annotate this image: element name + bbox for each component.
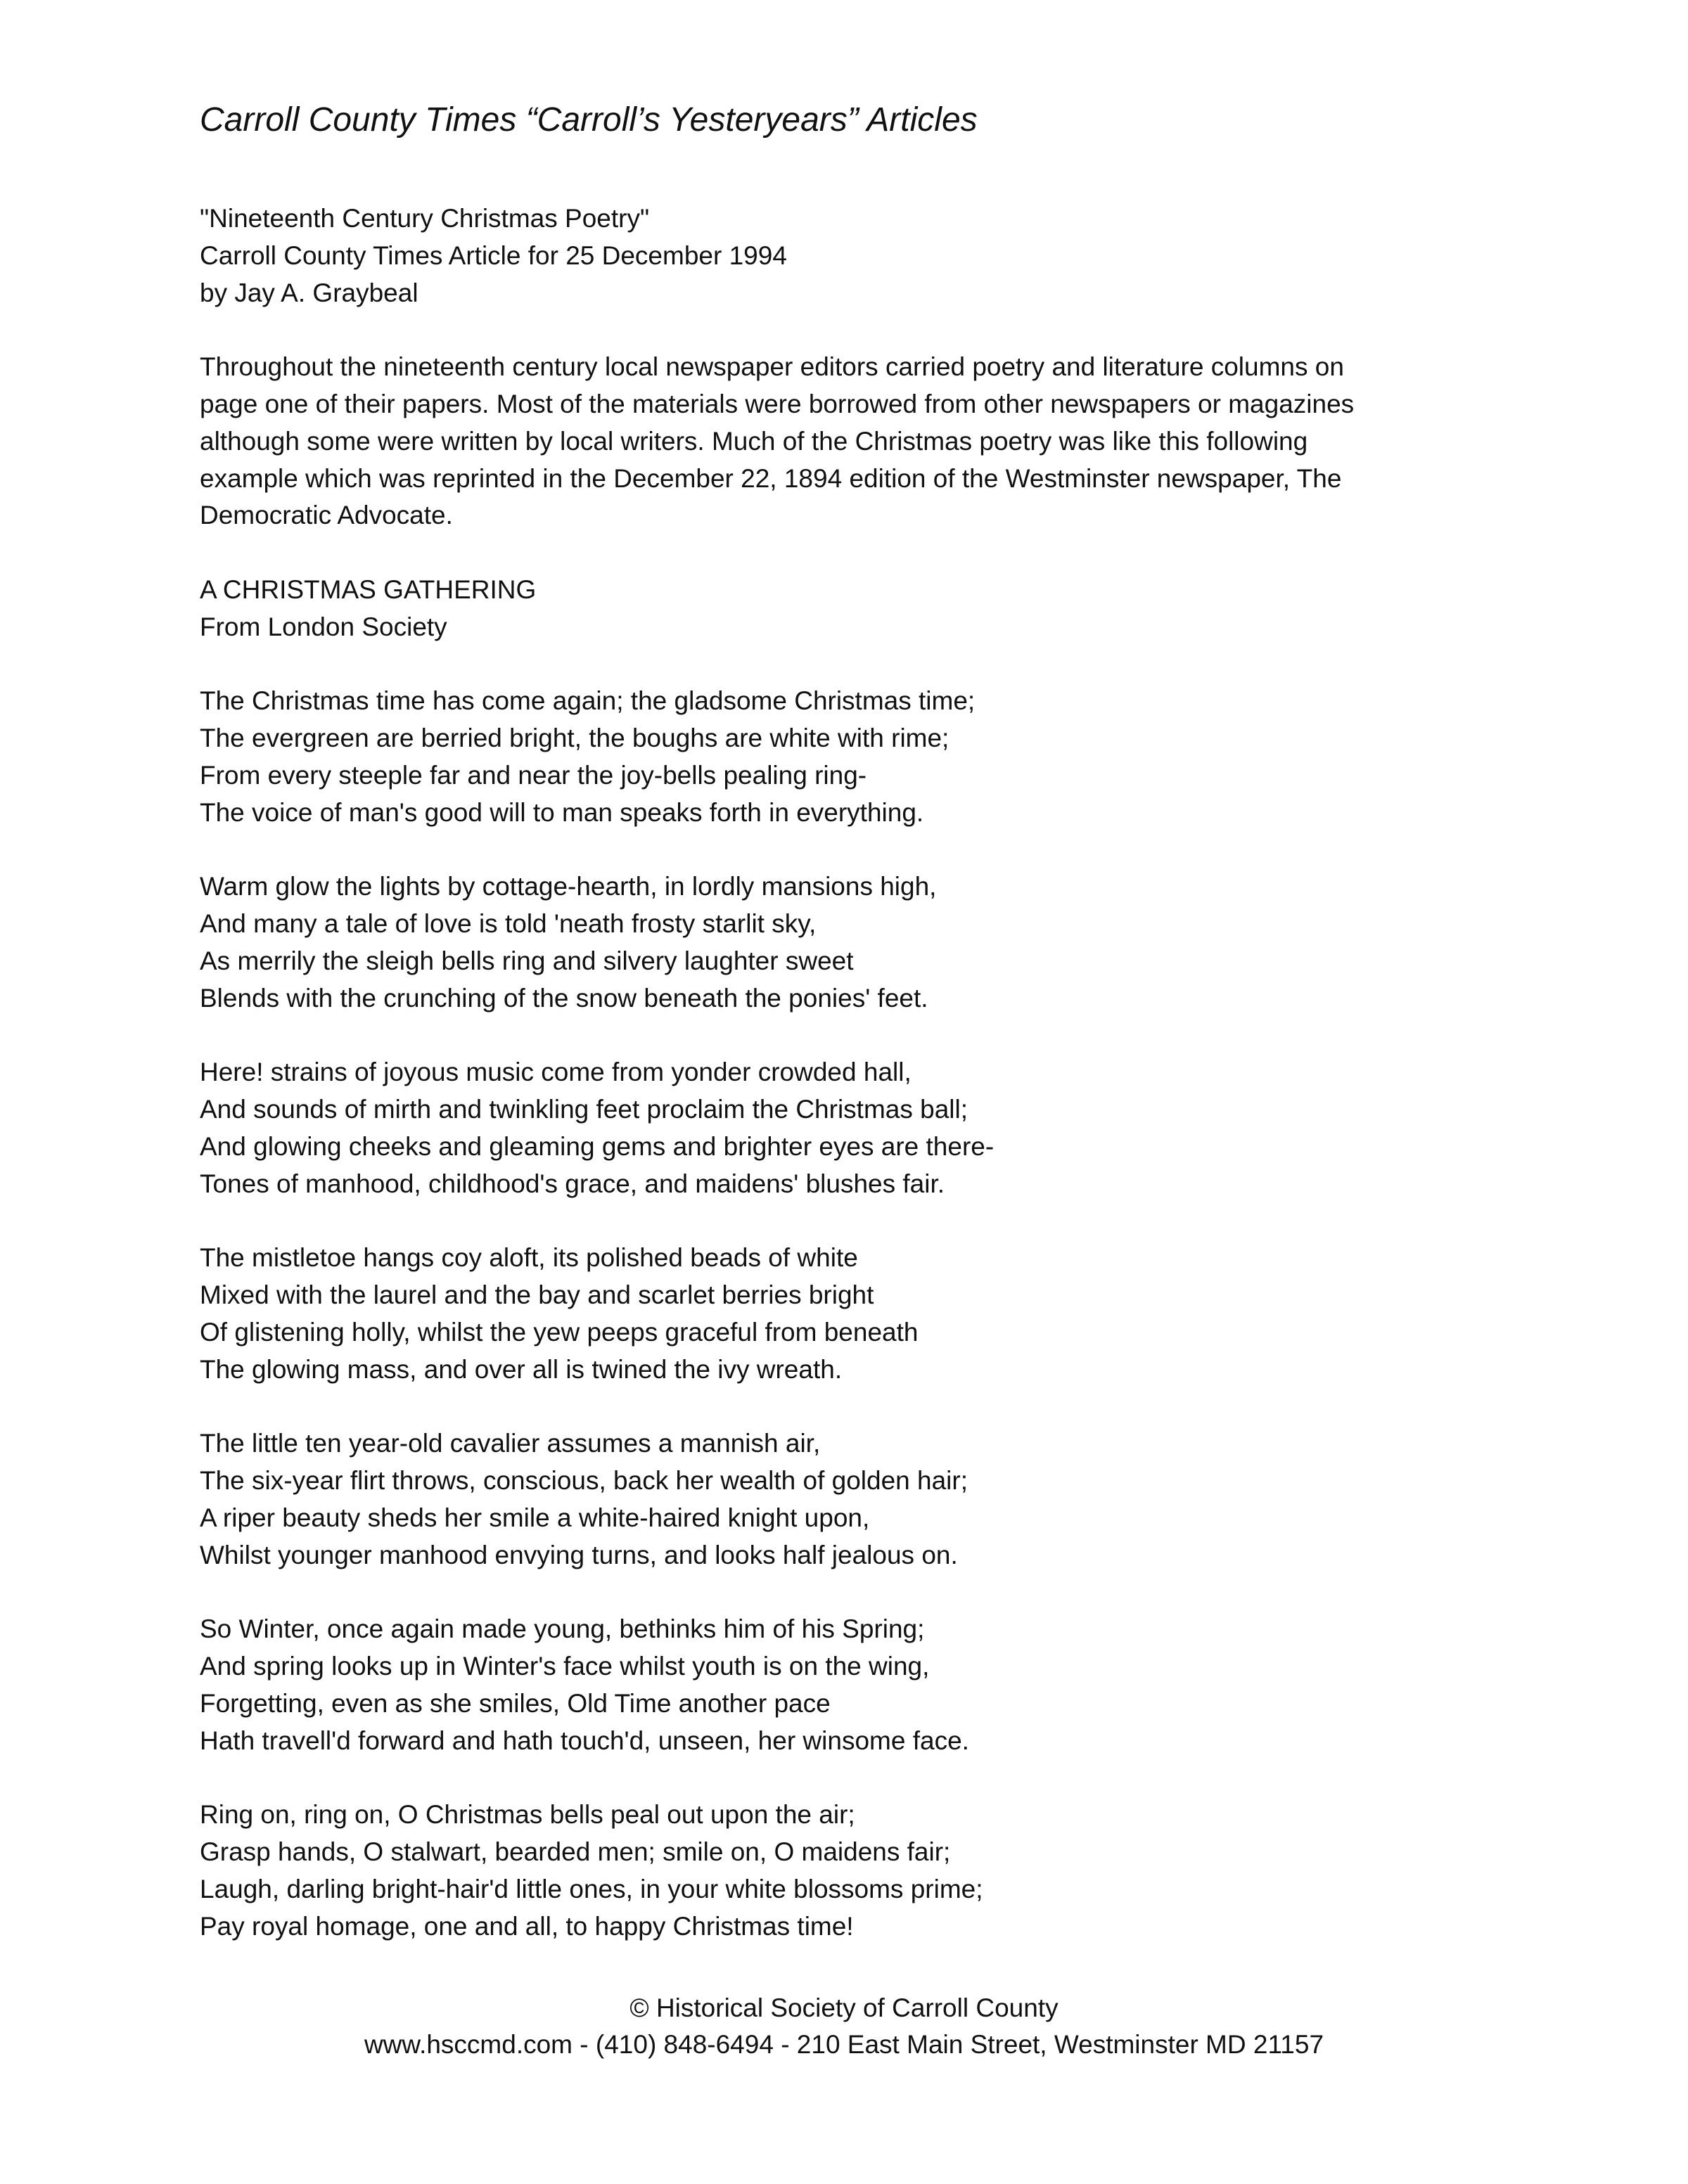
footer-copyright: © Historical Society of Carroll County <box>629 1993 1059 2022</box>
footer-contact: www.hsccmd.com - (410) 848-6494 - 210 East Main Street, Westminster MD 21157 <box>364 2030 1324 2059</box>
poem-stanza-1 <box>200 683 1487 831</box>
poem-line: The voice of man's good will to man speaks forth in everything. <box>200 797 924 827</box>
poem-line: Of glistening holly, whilst the yew peeps graceful from beneath <box>200 1317 919 1347</box>
poem-line: Forgetting, even as she smiles, Old Time another pace <box>200 1688 831 1718</box>
series-title: Carroll County Times “Carroll’s Yesteryears” Articles <box>200 101 978 139</box>
poem-stanza-3 <box>200 1054 1487 1202</box>
poem-stanza-6 <box>200 1611 1487 1759</box>
poem-line: Mixed with the laurel and the bay and scarlet berries bright <box>200 1280 874 1310</box>
article-subtitle: Carroll County Times Article for 25 December 1994 <box>200 240 787 270</box>
poem-line: A riper beauty sheds her smile a white-haired knight upon, <box>200 1503 870 1532</box>
poem-line: Warm glow the lights by cottage-hearth, in lordly mansions high, <box>200 872 937 901</box>
article-byline: by Jay A. Graybeal <box>200 278 418 307</box>
poem-source: From London Society <box>200 612 447 641</box>
poem-line: As merrily the sleigh bells ring and silvery laughter sweet <box>200 946 854 975</box>
page-footer <box>0 1990 1688 2063</box>
poem-line: Grasp hands, O stalwart, bearded men; smile on, O maidens fair; <box>200 1837 951 1867</box>
poem-line: Tones of manhood, childhood's grace, and maidens' blushes fair. <box>200 1169 945 1198</box>
poem-line: So Winter, once again made young, bethinks him of his Spring; <box>200 1614 925 1644</box>
poem-line: And spring looks up in Winter's face whilst youth is on the wing, <box>200 1652 930 1681</box>
poem-line: Hath travell'd forward and hath touch'd, unseen, her winsome face. <box>200 1726 969 1755</box>
poem-stanza-7 <box>200 1797 1487 1945</box>
poem-stanza-4 <box>200 1240 1487 1388</box>
poem-line: The evergreen are berried bright, the boughs are white with rime; <box>200 724 950 753</box>
intro-line: example which was reprinted in the December 22, 1894 edition of the Westminster newspaper, The <box>200 463 1342 493</box>
poem-line: And sounds of mirth and twinkling feet proclaim the Christmas ball; <box>200 1095 968 1124</box>
intro-line: Democratic Advocate. <box>200 501 453 530</box>
article-heading <box>200 200 1487 311</box>
poem-line: The little ten year-old cavalier assumes a mannish air, <box>200 1429 821 1458</box>
poem-line: Blends with the crunching of the snow beneath the ponies' feet. <box>200 983 928 1013</box>
poem-line: Whilst younger manhood envying turns, and looks half jealous on. <box>200 1540 958 1569</box>
poem-heading <box>200 572 1487 646</box>
intro-line: although some were written by local writers. Much of the Christmas poetry was like this following <box>200 426 1308 456</box>
poem-line: The mistletoe hangs coy aloft, its polished beads of white <box>200 1243 858 1273</box>
poem-stanza-5 <box>200 1425 1487 1574</box>
intro-line: page one of their papers. Most of the materials were borrowed from other newspapers or magazines <box>200 389 1355 418</box>
poem-line: Pay royal homage, one and all, to happy Christmas time! <box>200 1911 854 1941</box>
poem-line: The glowing mass, and over all is twined the ivy wreath. <box>200 1354 843 1384</box>
poem-line: Laugh, darling bright-hair'd little ones, in your white blossoms prime; <box>200 1874 983 1903</box>
poem-stanza-2 <box>200 868 1487 1017</box>
poem-line: The six-year flirt throws, conscious, back her wealth of golden hair; <box>200 1466 968 1496</box>
poem-line: And many a tale of love is told 'neath frosty starlit sky, <box>200 909 817 939</box>
poem-title: A CHRISTMAS GATHERING <box>200 574 537 604</box>
article-body <box>200 200 1487 1982</box>
poem-line: From every steeple far and near the joy-bells pealing ring- <box>200 760 867 790</box>
article-title: "Nineteenth Century Christmas Poetry" <box>200 204 650 233</box>
intro-line: Throughout the nineteenth century local newspaper editors carried poetry and literature columns on <box>200 352 1344 382</box>
poem-line: The Christmas time has come again; the gladsome Christmas time; <box>200 686 976 716</box>
poem-line: And glowing cheeks and gleaming gems and brighter eyes are there- <box>200 1131 995 1161</box>
poem-line: Ring on, ring on, O Christmas bells peal out upon the air; <box>200 1800 855 1830</box>
poem-line: Here! strains of joyous music come from yonder crowded hall, <box>200 1058 912 1087</box>
article-intro <box>200 349 1487 534</box>
